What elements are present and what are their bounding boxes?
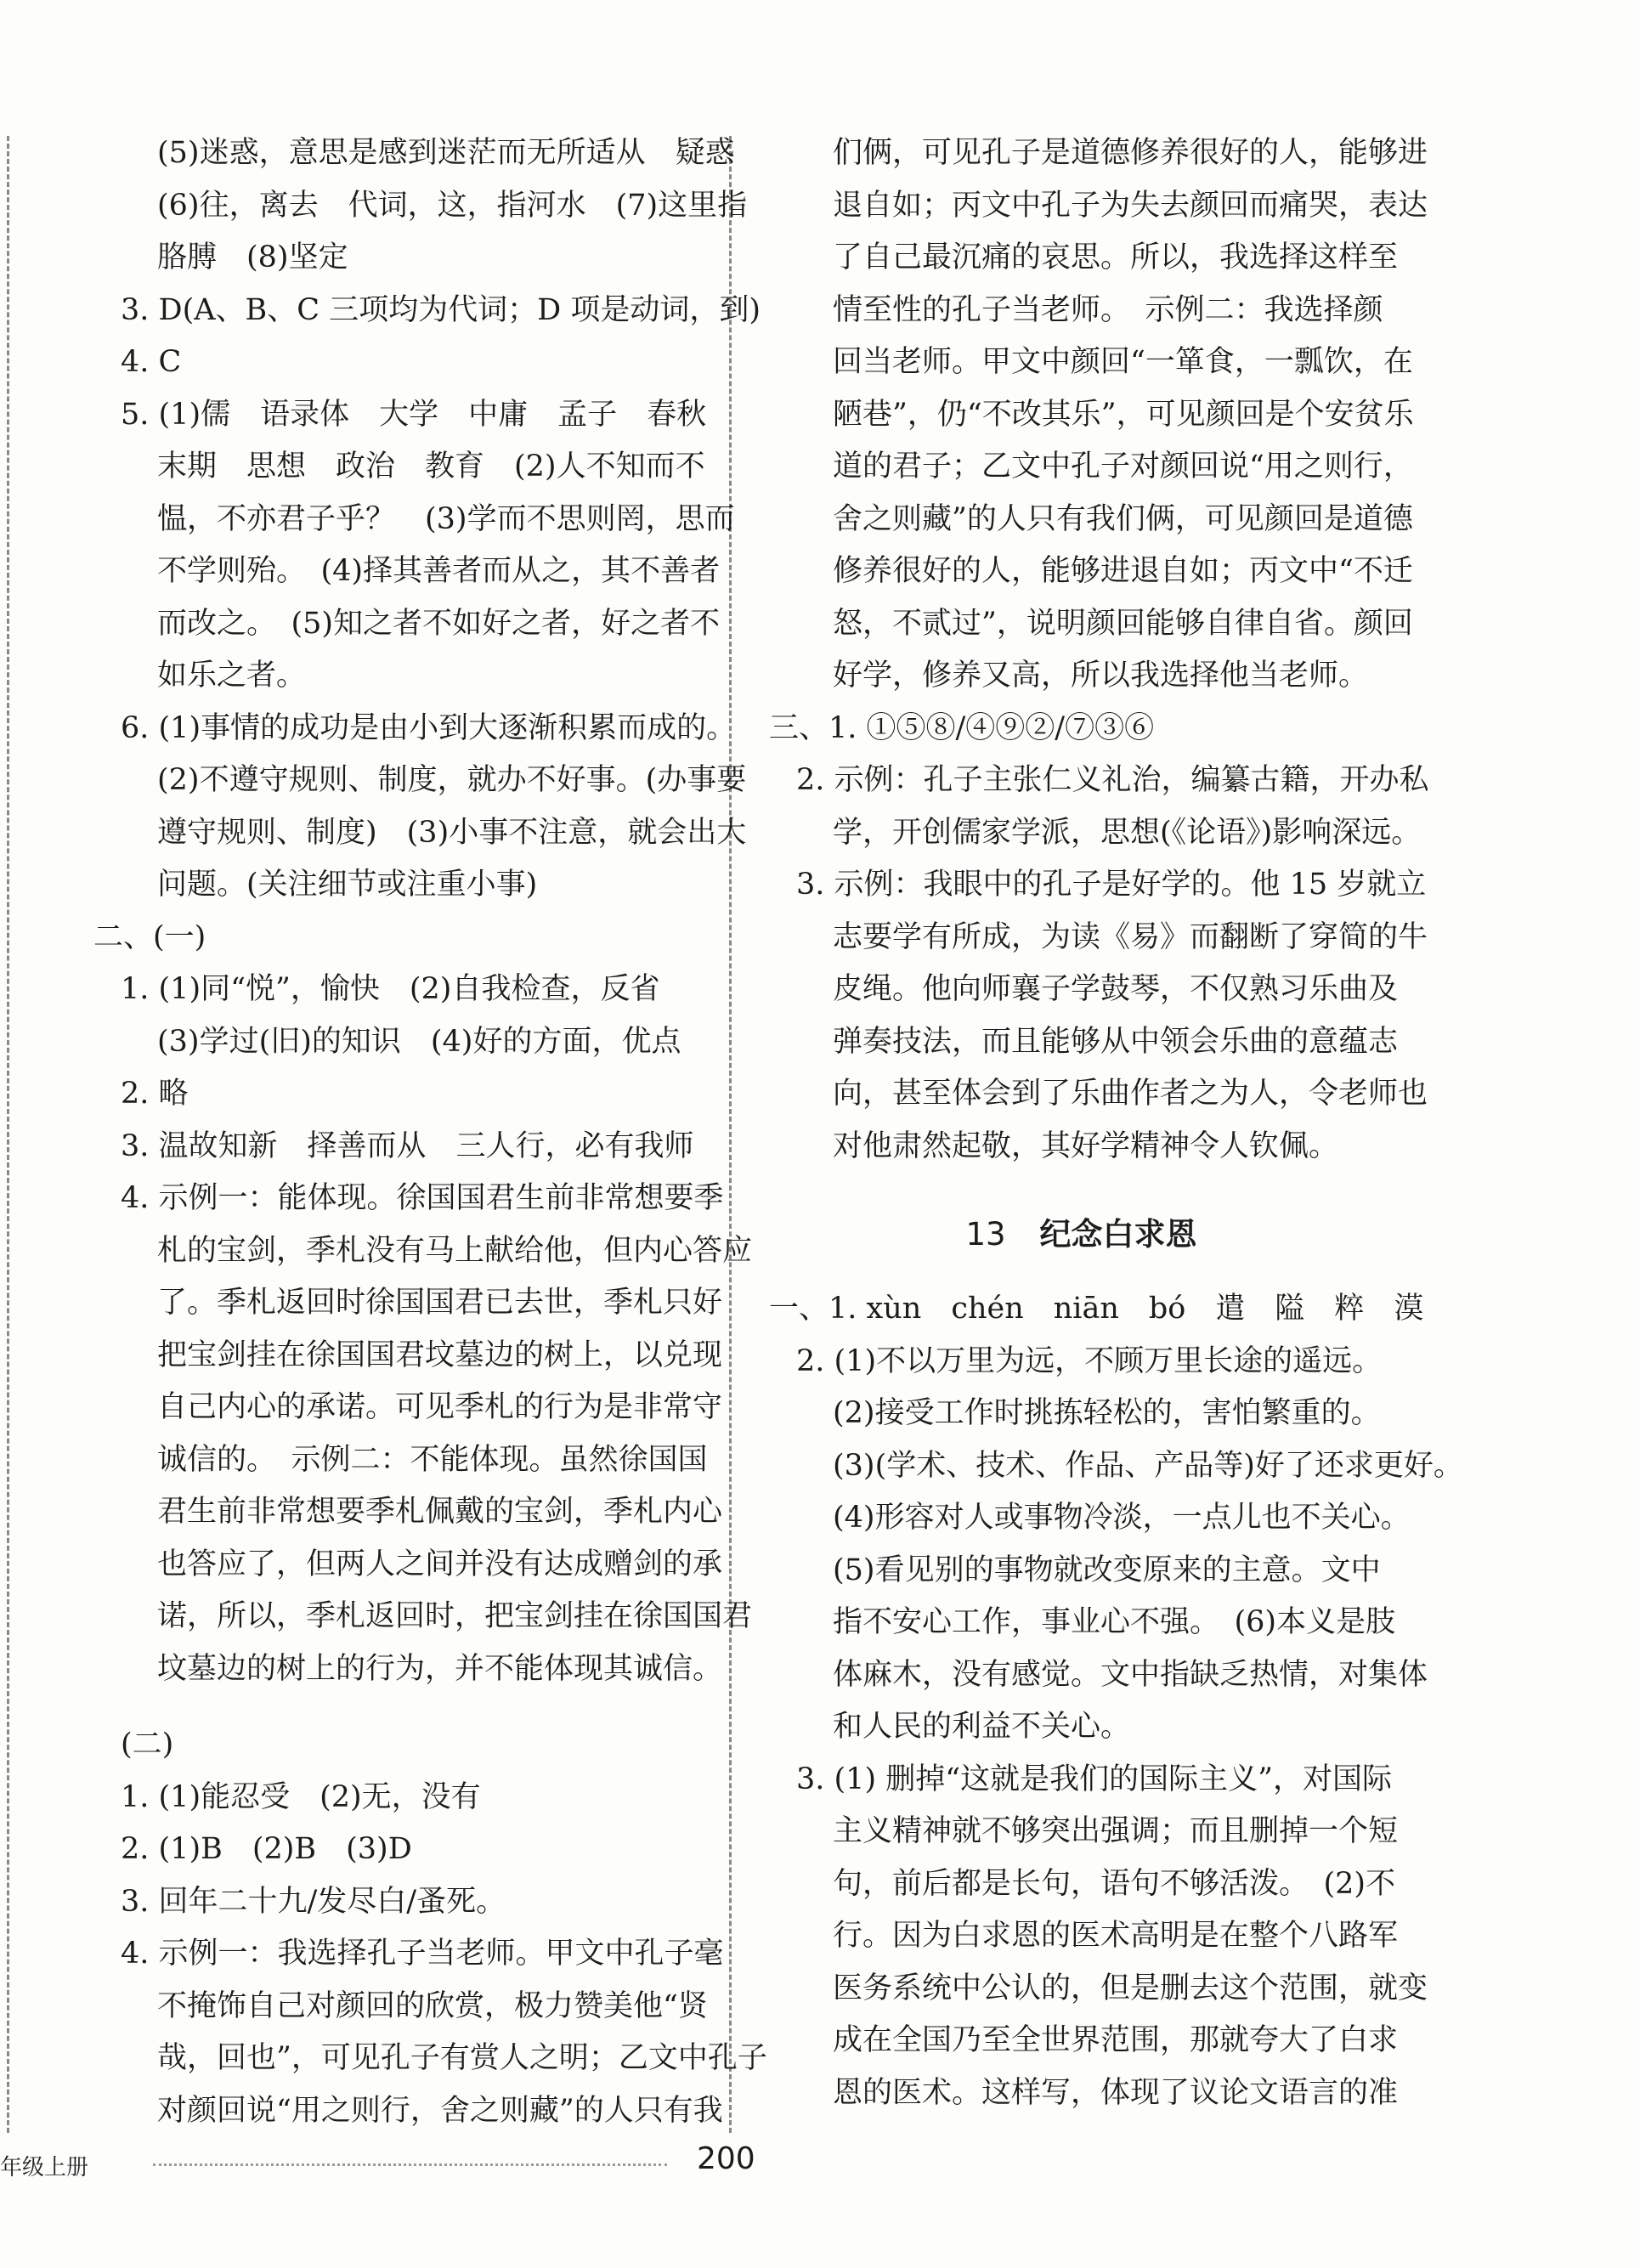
text-line: 4. 示例一：我选择孔子当老师。甲文中孔子毫 [121,1937,724,1971]
text-line: 4. 示例一：能体现。徐国国君生前非常想要季 [121,1181,724,1215]
text-line: 3. 示例：我眼中的孔子是好学的。他 15 岁就立 [796,868,1427,902]
text-line: 了自己最沉痛的哀思。所以，我选择这样至 [833,240,1399,274]
text-line: 札的宝剑，季札没有马上献给他，但内心答应 [157,1233,753,1268]
text-line: 末期 思想 政治 教育 (2)人不知而不 [157,450,705,484]
text-line: 自己内心的承诺。可见季札的行为是非常守 [157,1390,723,1424]
text-line: 2. (1)不以万里为远，不顾万里长途的遥远。 [796,1343,1383,1378]
text-line: 情至性的孔子当老师。 示例二：我选择颜 [833,292,1383,327]
text-line: (6)往，离去 代词，这，指河水 (7)这里指 [157,188,748,223]
text-line: 遵守规则、制度) (3)小事不注意，就会出大 [157,815,747,850]
text-line: (3)(学术、技术、作品、产品等)好了还求更好。 [833,1448,1463,1483]
text-line: 3. D(A、B、C 三项均为代词；D 项是动词，到) [121,292,761,327]
text-line: 二、(一) [93,919,206,954]
text-line: 5. (1)儒 语录体 大学 中庸 孟子 春秋 [121,397,707,432]
lesson-heading [769,1202,1394,1266]
text-line: 了。季札返回时徐国国君已去世，季札只好 [157,1286,723,1320]
text-line: 回当老师。甲文中颜回“一箪食，一瓢饮，在 [833,345,1413,379]
text-line: 句，前后都是长句，语句不够活泼。 (2)不 [833,1866,1396,1901]
text-line: 2. 略 [121,1077,189,1111]
text-line: 2. 示例：孔子主张仁义礼治，编纂古籍，开办私 [796,763,1429,797]
text-line: 而改之。 (5)知之者不如好之者，好之者不 [157,606,721,641]
text-line: 行。因为白求恩的医术高明是在整个八路军 [833,1919,1399,1953]
text-line: 哉，回也”，可见孔子有赏人之明；乙文中孔子 [157,2041,767,2075]
text-line: 3. (1) 删掉“这就是我们的国际主义”，对国际 [796,1762,1393,1796]
text-line: 们俩，可见孔子是道德修养很好的人，能够进 [833,136,1428,170]
footer-grade-label: 年级上册 [0,2155,89,2180]
text-line: 三、1. ①⑤⑧/④⑨②/⑦③⑥ [769,710,1155,745]
text-line: 志要学有所成，为读《易》而翻断了穿简的牛 [833,919,1428,954]
text-line: 诺，所以，季札返回时，把宝剑挂在徐国国君 [157,1599,753,1633]
text-line: 坟墓边的树上的行为，并不能体现其诚信。 [157,1651,723,1686]
text-line: 修养很好的人，能够进退自如；丙文中“不迁 [833,554,1413,588]
text-line: 和人民的利益不关心。 [833,1710,1131,1744]
text-line: 3. 温故知新 择善而从 三人行，必有我师 [121,1128,694,1163]
text-line: (2)接受工作时挑拣轻松的，害怕繁重的。 [833,1396,1381,1430]
text-line: 陋巷”，仍“不改其乐”，可见颜回是个安贫乐 [833,397,1414,432]
text-line: 1. (1)能忍受 (2)无，没有 [121,1779,481,1814]
text-line: 学，开创儒家学派，思想(《论语》)影响深远。 [833,815,1422,850]
text-line: 怒，不贰过”，说明颜回能够自律自省。颜回 [833,606,1413,641]
text-line: 主义精神就不够突出强调；而且删掉一个短 [833,1814,1399,1848]
text-line: 舍之则藏”的人只有我们俩，可见颜回是道德 [833,501,1413,536]
text-line: (5)迷惑，意思是感到迷茫而无所适从 疑惑 [157,136,735,170]
text-line: 退自如；丙文中孔子为失去颜回而痛哭，表达 [833,188,1428,223]
text-line: 君生前非常想要季札佩戴的宝剑，季札内心 [157,1495,723,1529]
text-line: 不掩饰自己对颜回的欣赏，极力赞美他“贤 [157,1988,708,2023]
text-line: 皮绳。他向师襄子学鼓琴，不仅熟习乐曲及 [833,972,1399,1006]
text-line: 6. (1)事情的成功是由小到大逐渐积累而成的。 [121,710,737,745]
column-divider [729,136,733,2133]
text-line: (5)看见别的事物就改变原来的主意。文中 [833,1553,1381,1587]
text-line: 如乐之者。 [157,659,307,693]
text-line: 恩的医术。这样写，体现了议论文语言的准 [833,2075,1399,2110]
text-line: 不学则殆。 (4)择其善者而从之，其不善者 [157,554,721,588]
text-line: (3)学过(旧)的知识 (4)好的方面，优点 [157,1024,681,1059]
text-line: 胳膊 (8)坚定 [157,240,348,274]
footer-dotted-rule [153,2163,667,2166]
text-line: 愠，不亦君子乎？ (3)学而不思则罔，思而 [157,501,735,536]
lesson-title: 纪念白求恩 [1039,1216,1197,1253]
right-column-top [769,127,1429,1173]
text-line: 也答应了，但两人之间并没有达成赠剑的承 [157,1547,723,1581]
text-line: 弹奏技法，而且能够从中领会乐曲的意蕴志 [833,1024,1399,1059]
binding-margin-line [7,136,13,2133]
text-line: 2. (1)B (2)B (3)D [121,1832,412,1866]
text-line: 好学，修养又高，所以我选择他当老师。 [833,659,1369,693]
text-line: 对颜回说“用之则行，舍之则藏”的人只有我 [157,2093,723,2128]
page-number: 200 [697,2141,755,2176]
text-line: 4. C [121,345,182,379]
text-line: 3. 回年二十九/发尽白/蚤死。 [121,1884,506,1919]
right-column [769,127,1463,2119]
text-line: 指不安心工作，事业心不强。 (6)本义是肢 [833,1605,1396,1639]
text-line: 对他肃然起敬，其好学精神令人钦佩。 [833,1128,1339,1163]
text-line: 体麻木，没有感觉。文中指缺乏热情，对集体 [833,1657,1428,1692]
right-column-bottom [769,1283,1463,2119]
text-line: 把宝剑挂在徐国国君坟墓边的树上，以兑现 [157,1338,723,1372]
text-line: 医务系统中公认的，但是删去这个范围，就变 [833,1971,1428,2005]
text-line: (二) [121,1728,174,1762]
text-line: 成在全国乃至全世界范围，那就夸大了白求 [833,2023,1399,2057]
text-line: (2)不遵守规则、制度，就办不好事。(办事要 [157,763,747,797]
left-column [93,127,767,2137]
text-line: (4)形容对人或事物冷淡，一点儿也不关心。 [833,1501,1411,1535]
text-line: 一、1. xùn chén niān bó 遣 隘 粹 漠 [769,1292,1424,1326]
lesson-number: 13 [965,1216,1006,1253]
text-line: 1. (1)同“悦”，愉快 (2)自我检查，反省 [121,972,660,1006]
text-line: 问题。(关注细节或注重小事) [157,868,538,902]
text-line: 向，甚至体会到了乐曲作者之为人，令老师也 [833,1077,1428,1111]
text-line: 道的君子；乙文中孔子对颜回说“用之则行， [833,450,1413,484]
text-line: 诚信的。 示例二：不能体现。虽然徐国国 [157,1442,708,1477]
